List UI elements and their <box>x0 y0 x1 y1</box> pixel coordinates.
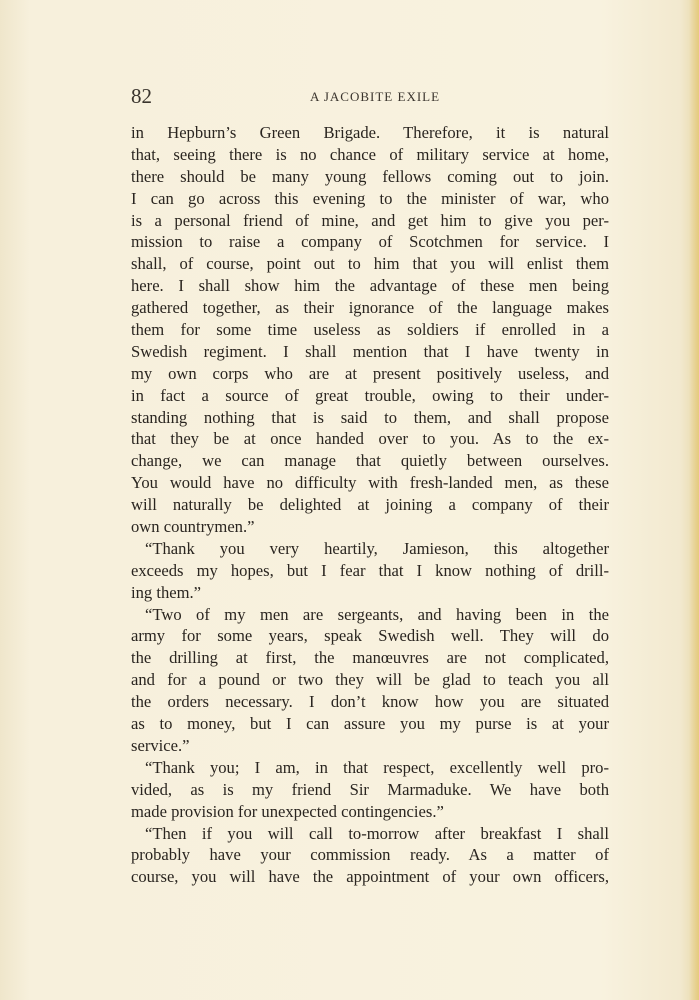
text-line: and for a pound or two they will be glad to teach you all <box>131 670 609 690</box>
text-line: army for some years, speak Swedish well. They will do <box>131 626 609 646</box>
text-line: You would have no difficulty with fresh-landed men, as these <box>131 473 609 493</box>
text-line: service.” <box>131 735 190 755</box>
text-line: exceeds my hopes, but I fear that I know nothing of drill- <box>131 560 609 580</box>
text-line: here. I shall show him the advantage of these men being <box>131 276 609 296</box>
running-title: A JACOBITE EXILE <box>309 89 441 104</box>
text-line: “Then if you will call to-morrow after breakfast I shall <box>145 823 609 843</box>
page-header <box>131 84 609 108</box>
text-line: “Thank you very heartily, Jamieson, this altogether <box>145 538 609 558</box>
text-line: the orders necessary. I don’t know how you are situated <box>131 692 609 712</box>
text-line: “Two of my men are sergeants, and having been in the <box>145 604 609 624</box>
text-line: will naturally be delighted at joining a company of their <box>131 495 609 515</box>
text-line: that they be at once handed over to you. As to the ex- <box>131 429 609 449</box>
text-line: there should be many young fellows coming out to join. <box>131 166 609 186</box>
text-line: the drilling at first, the manœuvres are not complicated, <box>131 648 609 668</box>
text-line: Swedish regiment. I shall mention that I have twenty in <box>131 341 609 361</box>
text-line: “Thank you; I am, in that respect, excellently well pro- <box>145 757 609 777</box>
text-line: is a personal friend of mine, and get him to give you per- <box>131 210 609 230</box>
text-line: vided, as is my friend Sir Marmaduke. We have both <box>131 779 609 799</box>
text-line: change, we can manage that quietly between ourselves. <box>131 451 609 471</box>
text-line: I can go across this evening to the minister of war, who <box>131 188 609 208</box>
text-line: my own corps who are at present positively useless, and <box>131 363 609 383</box>
text-line: mission to raise a company of Scotchmen for service. I <box>131 232 609 252</box>
text-line: made provision for unexpected contingencies.” <box>131 801 444 821</box>
text-line: course, you will have the appointment of your own officers, <box>131 867 609 887</box>
text-line: ing them.” <box>131 582 202 602</box>
text-line: them for some time useless as soldiers if enrolled in a <box>131 320 609 340</box>
text-line: in Hepburn’s Green Brigade. Therefore, it is natural <box>131 123 609 142</box>
text-line: in fact a source of great trouble, owing to their under- <box>131 385 609 405</box>
text-line: own countrymen.” <box>131 517 255 537</box>
body-text <box>131 122 609 888</box>
text-line: standing nothing that is said to them, and shall propose <box>131 407 609 427</box>
page-edge-shadow <box>689 0 699 1000</box>
text-line: gathered together, as their ignorance of the language makes <box>131 298 609 318</box>
text-line: probably have your commission ready. As a matter of <box>131 845 609 865</box>
text-line: shall, of course, point out to him that you will enlist them <box>131 254 609 274</box>
page-number: 82 <box>131 84 152 108</box>
text-line: as to money, but I can assure you my purse is at your <box>131 714 609 734</box>
text-line: that, seeing there is no chance of military service at home, <box>131 144 609 164</box>
